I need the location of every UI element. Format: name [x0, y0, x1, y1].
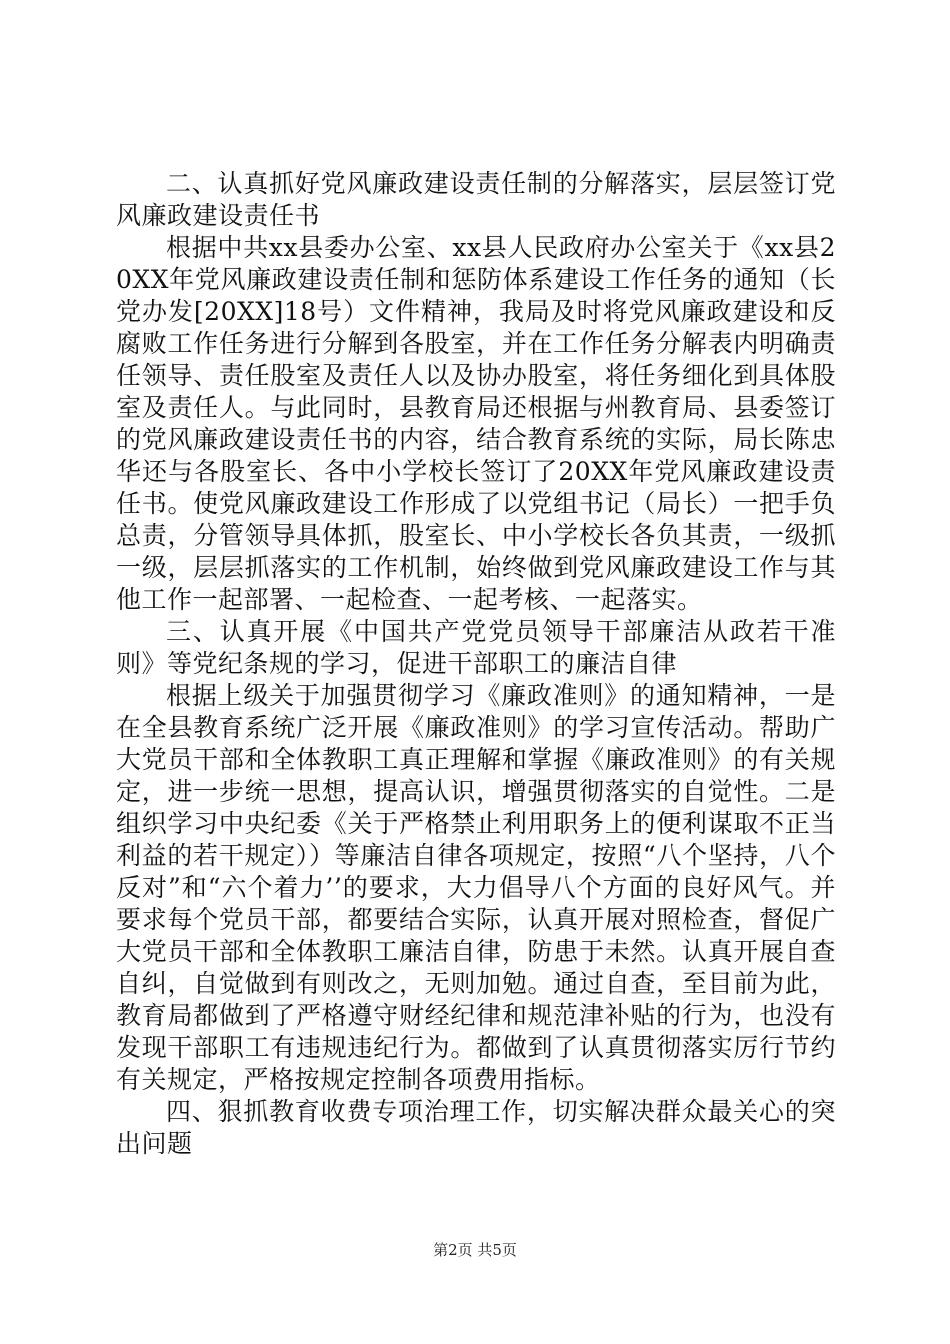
body-paragraph: 根据中共xx县委办公室、xx县人民政府办公室关于《xx县20XX年党风廉政建设责任制和惩防体系建设工作任务的通知（长党办发[20XX]18号）文件精神，我局及时将党风廉政建设和反腐败工作任务进行分解到各股室，并在工作任务分解表内明确责任领导、责任股室及责任人以及协办股室，将任务细化到具体股室及责任人。与此同时，县教育局还根据与州教育局、县委签订的党风廉政建设责任书的内容，结合教育系统的实际，局长陈忠华还与各股室长、各中小学校长签订了20XX年党风廉政建设责任书。使党风廉政建设工作形成了以党组书记（局长）一把手负总责，分管领导具体抓，股室长、中小学校长各负其责，一级抓一级，层层抓落实的工作机制，始终做到党风廉政建设工作与其他工作一起部署、一起检查、一起考核、一起落实。 [116, 233, 836, 614]
section-heading-four: 四、狠抓教育收费专项治理工作，切实解决群众最关心的突出问题 [116, 1097, 836, 1158]
section-heading-two: 二、认真抓好党风廉政建设责任制的分解落实，层层签订党风廉政建设责任书 [116, 169, 836, 230]
page-number-footer: 第2页 共5页 [433, 1241, 517, 1259]
document-body [116, 168, 836, 1160]
section-heading-three: 三、认真开展《中国共产党党员领导干部廉洁从政若干准则》等党纪条规的学习，促进干部职工的廉洁自律 [116, 617, 836, 678]
body-paragraph: 根据上级关于加强贯彻学习《廉政准则》的通知精神，一是在全县教育系统广泛开展《廉政准则》的学习宣传活动。帮助广大党员干部和全体教职工真正理解和掌握《廉政准则》的有关规定，进一步统一思想，提高认识，增强贯彻落实的自觉性。二是组织学习中央纪委《关于严格禁止利用职务上的便利谋取不正当利益的若干规定））等廉洁自律各项规定，按照“八个坚持，八个反对”和“六个着力’’的要求，大力倡导八个方面的良好风气。并要求每个党员干部，都要结合实际，认真开展对照检查，督促广大党员干部和全体教职工廉洁自律，防患于未然。认真开展自查自纠，自觉做到有则改之，无则加勉。通过自查，至目前为此，教育局都做到了严格遵守财经纪律和规范津补贴的行为，也没有发现干部职工有违规违纪行为。都做到了认真贯彻落实厉行节约有关规定，严格按规定控制各项费用指标。 [116, 681, 836, 1094]
